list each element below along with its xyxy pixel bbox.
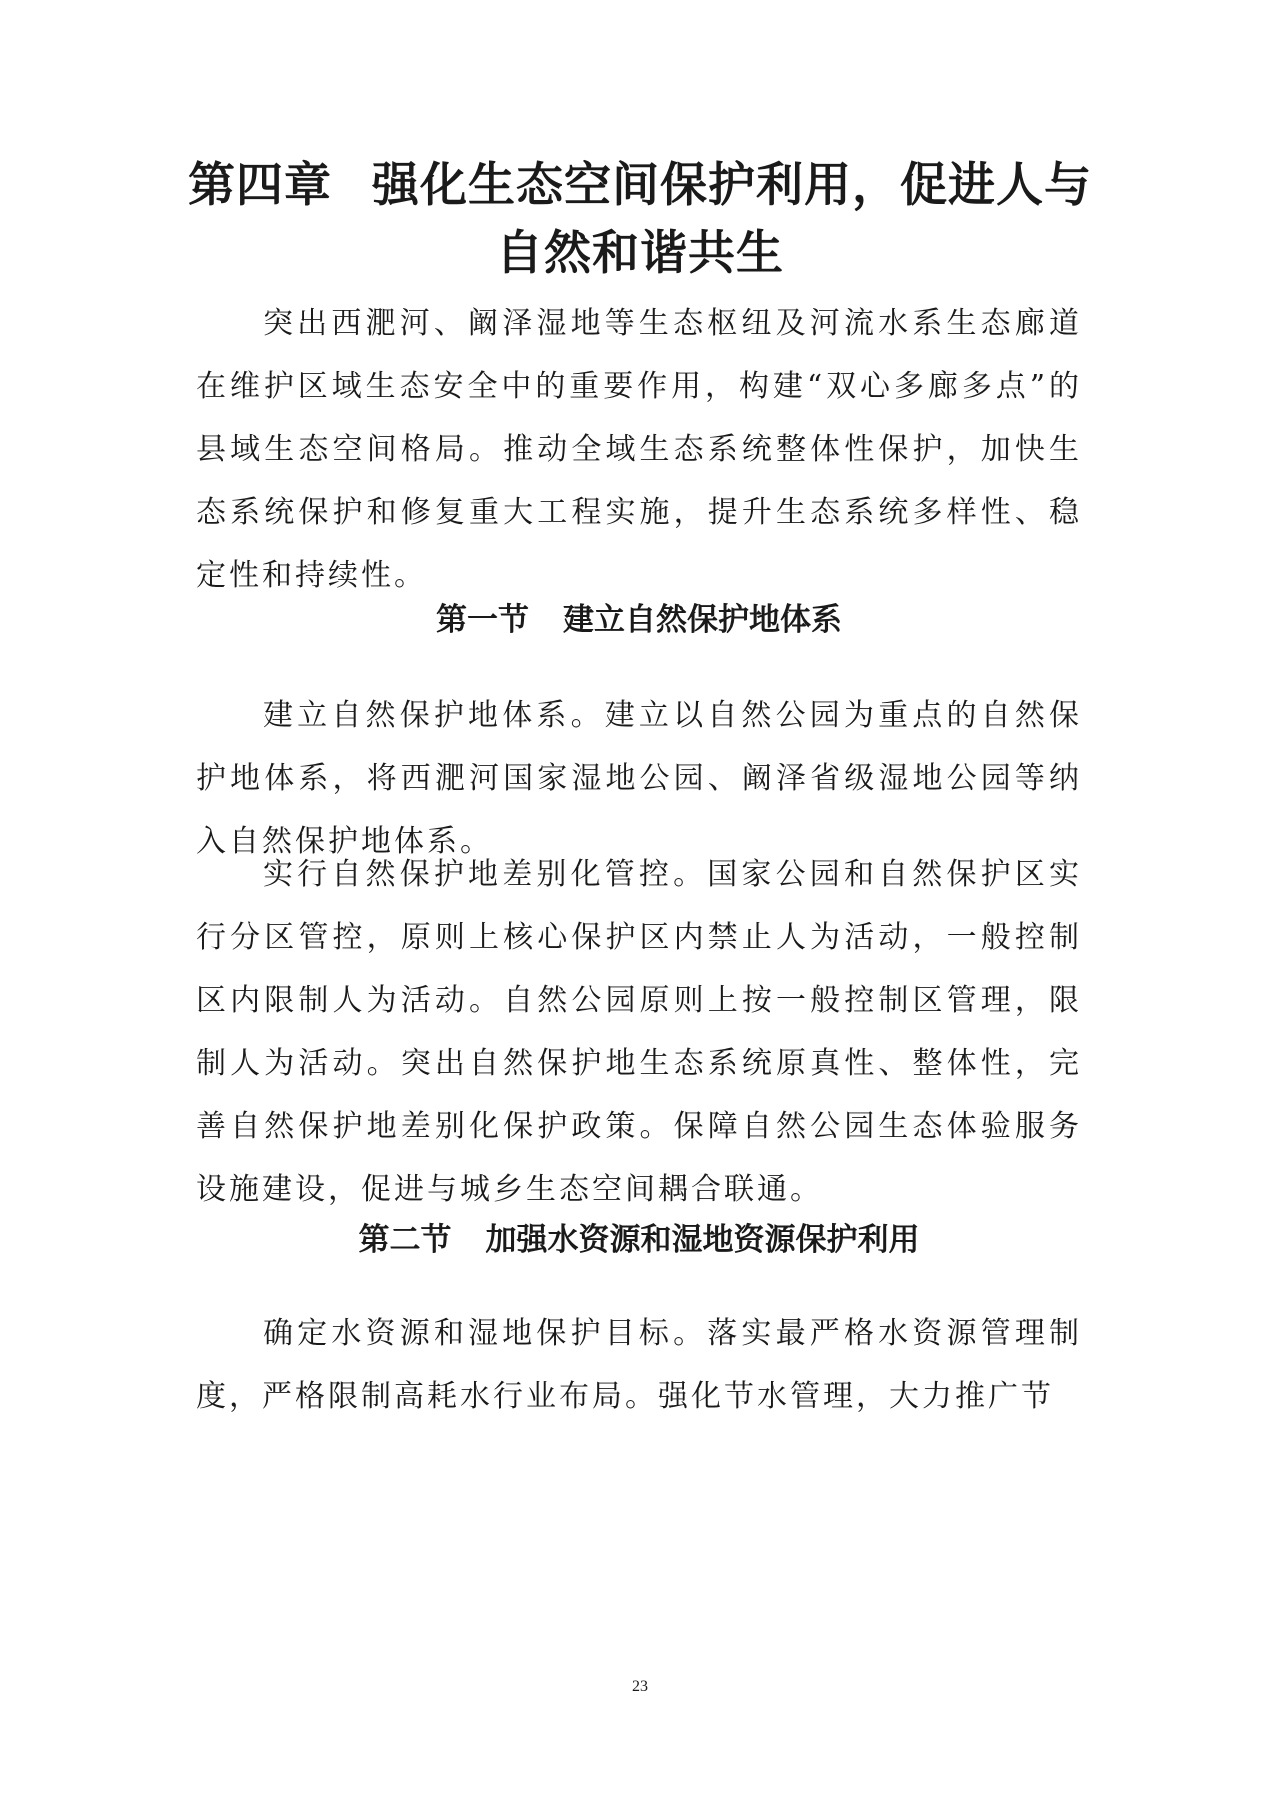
section-title: 加强水资源和湿地资源保护利用 [485,1222,920,1258]
chapter-title-line-1 [180,152,1100,220]
section-number: 第一节 [436,602,529,638]
chapter-title [180,152,1100,288]
page-number: 23 [632,1678,648,1695]
chapter-title-line-2: 自然和谐共生 [496,226,784,281]
section-number: 第二节 [358,1222,452,1258]
section-heading-1 [196,598,1082,642]
intro-paragraph: 突出西淝河、阚泽湿地等生态枢纽及河流水系生态廊道在维护区域生态安全中的重要作用，构建“双心多廊多点”的县域生态空间格局。推动全域生态系统整体性保护，加快生态系统保护和修复重大工程实施，提升生态系统多样性、稳定性和持续性。 [196,306,1082,593]
section-1-paragraph-2: 实行自然保护地差别化管控。国家公园和自然保护区实行分区管控，原则上核心保护区内禁止人为活动，一般控制区内限制人为活动。自然公园原则上按一般控制区管理，限制人为活动。突出自然保护地生态系统原真性、整体性，完善自然保护地差别化保护政策。保障自然公园生态体验服务设施建设，促进与城乡生态空间耦合联通。 [196,857,1082,1207]
section-1-paragraph-1: 建立自然保护地体系。建立以自然公园为重点的自然保护地体系，将西淝河国家湿地公园、阚泽省级湿地公园等纳入自然保护地体系。 [196,698,1082,859]
section-heading-2 [196,1218,1082,1262]
section-2-paragraph-1: 确定水资源和湿地保护目标。落实最严格水资源管理制度，严格限制高耗水行业布局。强化节水管理，大力推广节 [196,1316,1082,1414]
chapter-title-text: 强化生态空间保护利用，促进人与 [372,158,1092,213]
section-title: 建立自然保护地体系 [563,602,842,638]
chapter-number: 第四章 [188,158,332,213]
